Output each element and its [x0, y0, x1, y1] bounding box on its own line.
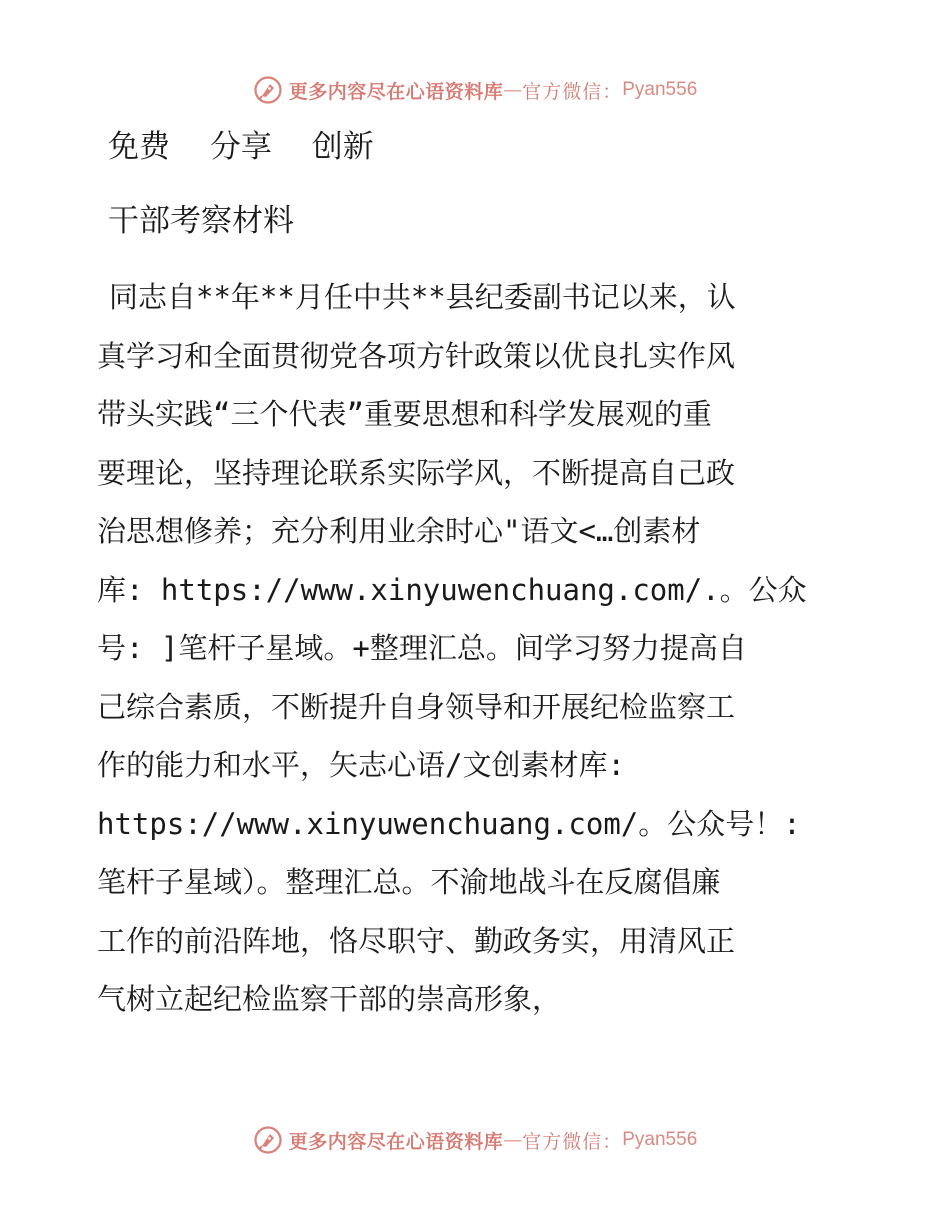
pen-nib-logo-icon [253, 75, 283, 105]
body-line: 治思想修养；充分利用业余时心"语文<…创素材 [97, 514, 701, 548]
body-line: 同志自**年**月任中共**县纪委副书记以来，认 [109, 280, 736, 314]
tagline-item: 分享 [209, 129, 272, 165]
body-line: 作的能力和水平，矢志心语/文创素材库: [97, 748, 625, 782]
banner-wechat-id: Pyan556 [622, 79, 698, 100]
banner-brand-text: 更多内容尽在心语资料库 [288, 80, 504, 103]
header-banner [0, 70, 950, 110]
body-line: 带头实践“三个代表”重要思想和科学发展观的重 [97, 397, 712, 431]
footer-banner [0, 1120, 950, 1160]
body-line: 库: https://www.xinyuwenchuang.com/.。公众 [97, 572, 807, 607]
banner-separator: — [503, 79, 523, 101]
banner-wechat-label: 官方微信： [522, 1130, 623, 1153]
pen-nib-logo-icon [253, 1125, 283, 1155]
body-line: 工作的前沿阵地，恪尽职守、勤政务实，用清风正 [97, 923, 736, 958]
banner-wechat-label: 官方微信： [522, 80, 623, 103]
tagline-item: 免费 [108, 129, 170, 165]
banner-separator: — [503, 1129, 523, 1151]
body-line: 气树立起纪检监察干部的崇高形象， [97, 982, 562, 1016]
body-paragraph [97, 268, 857, 1029]
tagline [108, 124, 404, 170]
body-line: 笔杆子星域）。整理汇总。不渝地战斗在反腐倡廉 [97, 865, 721, 899]
banner-brand-text: 更多内容尽在心语资料库 [288, 1130, 504, 1153]
body-line: 己综合素质，不断提升自身领导和开展纪检监察工 [97, 689, 736, 724]
banner-wechat-id: Pyan556 [622, 1129, 698, 1150]
body-line: https://www.xinyuwenchuang.com/。公众号！: [97, 806, 801, 841]
body-line: 要理论，坚持理论联系实际学风，不断提高自己政 [97, 455, 736, 490]
body-line: 号: ]笔杆子星域。+整理汇总。间学习努力提高自 [97, 631, 747, 665]
tagline-item: 创新 [311, 129, 374, 165]
body-line: 真学习和全面贯彻党各项方针政策以优良扎实作风 [97, 338, 736, 373]
document-title: 干部考察材料 [108, 203, 294, 239]
